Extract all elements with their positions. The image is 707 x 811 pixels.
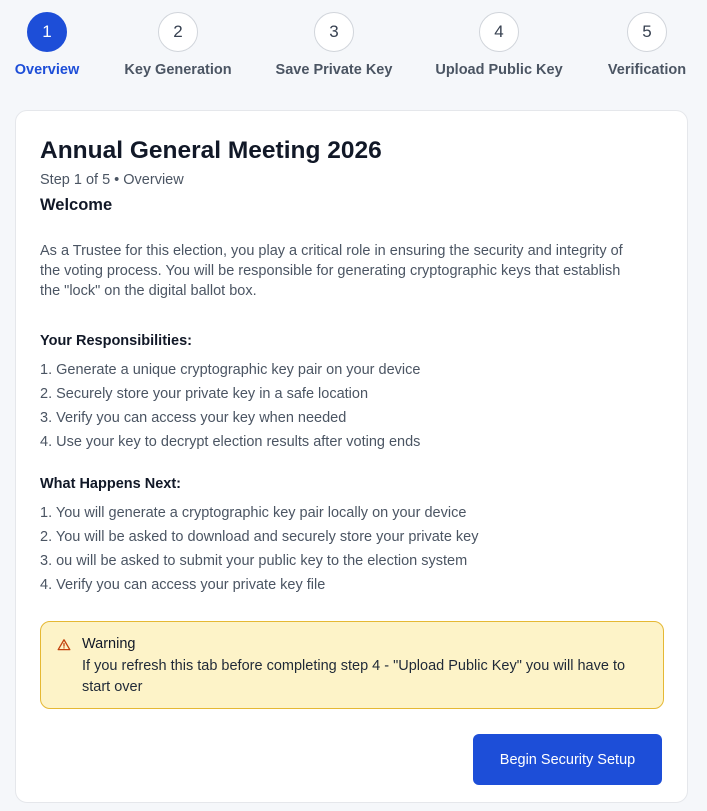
step-label: Save Private Key [275,62,393,78]
step-key-generation[interactable] [98,12,258,78]
step-number: 3 [314,12,354,52]
next-steps-section [40,476,663,597]
list-item: 1. Generate a unique cryptographic key pair on your device [40,362,421,378]
next-steps-list [40,501,663,597]
step-upload-public-key[interactable] [419,12,579,78]
warning-text: If you refresh this tab before completing step 4 - "Upload Public Key" you will have to start over [82,658,626,695]
responsibilities-title: Your Responsibilities: [40,333,193,349]
step-label: Upload Public Key [435,62,563,78]
responsibilities-list [40,358,663,454]
section-title: Welcome [40,196,113,214]
list-item: 1. You will generate a cryptographic key pair locally on your device [40,505,467,521]
next-steps-title: What Happens Next: [40,476,181,492]
list-item: 4. Verify you can access your private key file [40,577,326,593]
step-label: Overview [14,62,80,78]
list-item: 3. ou will be asked to submit your public key to the election system [40,553,468,569]
stepper [0,0,707,100]
overview-card [15,110,688,803]
warning-title: Warning [82,636,136,652]
warning-alert [40,621,664,709]
warning-triangle-icon [57,638,71,652]
page-title: Annual General Meeting 2026 [40,137,382,164]
step-number: 5 [627,12,667,52]
begin-security-setup-button[interactable]: Begin Security Setup [473,734,662,785]
list-item: 2. You will be asked to download and securely store your private key [40,529,479,545]
step-verification[interactable] [567,12,707,78]
list-item: 3. Verify you can access your key when needed [40,410,347,426]
list-item: 2. Securely store your private key in a safe location [40,386,369,402]
step-number: 4 [479,12,519,52]
responsibilities-section [40,333,663,454]
warning-body [82,636,647,698]
action-row [40,734,663,785]
step-label: Key Generation [124,62,232,78]
intro-text: As a Trustee for this election, you play a critical role in ensuring the security and integrity of the voting process. You will be responsible for generating cryptographic keys that establish the "lock" on the digital ballot box. [40,243,623,299]
list-item: 4. Use your key to decrypt election results after voting ends [40,434,421,450]
step-label: Verification [607,62,687,78]
step-save-private-key[interactable] [254,12,414,78]
step-number: 2 [158,12,198,52]
step-subtitle: Step 1 of 5 • Overview [40,172,184,188]
step-number: 1 [27,12,67,52]
